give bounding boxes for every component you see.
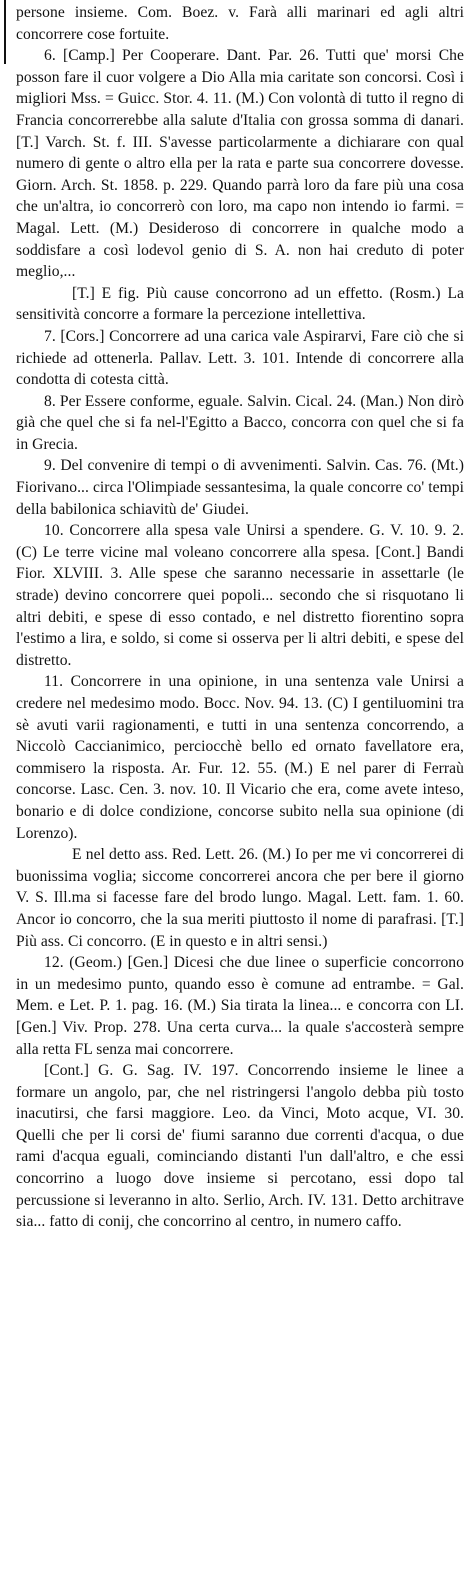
paragraph: 10. Concorrere alla spesa vale Unirsi a spendere. G. V. 10. 9. 2. (C) Le terre vicine mal voleano concorrere alla spesa. [Cont.] Bandi Fior. XLVIII. 3. Alle spese che saranno necessarie in assettarle (le strade) devino concorrere quei popoli... secondo che si risquotano li altri debiti, e spese di esso contado, e nel distretto fiorentino sopra l'estimo a lira, e soldo, si come si osserva per li altri debiti, e spese del distretto. xyxy=(16,522,464,669)
paragraph: 9. Del convenire di tempi o di avvenimenti. Salvin. Cas. 76. (Mt.) Fiorivano... circa l'Olimpiade sessantesima, la quale concorre co' tempi della babilonica schiavitù de' Giudei. xyxy=(16,457,464,518)
paragraph: E nel detto ass. Red. Lett. 26. (M.) Io per me vi concorrerei di buonissima voglia; siccome concorrerei ancora che per bere il giorno V. S. Ill.ma si facesse fare del brodo lungo. Magal. Lett. fam. 1. 60. Ancor io concorro, che la sua meriti piuttosto il nome di parafrasi. [T.] Più ass. Ci concorro. (E in questo e in altri sensi.) xyxy=(16,846,464,950)
paragraph: 8. Per Essere conforme, eguale. Salvin. Cical. 24. (Man.) Non dirò già che quel che si fa nel-l'Egitto a Bacco, concorra con quel che si fa in Grecia. xyxy=(16,392,464,453)
paragraph: [T.] E fig. Più cause concorrono ad un effetto. (Rosm.) La sensitività concorre a formare la percezione intellettiva. xyxy=(16,284,464,324)
paragraph: 7. [Cors.] Concorrere ad una carica vale Aspirarvi, Fare ciò che si richiede ad ottenerla. Pallav. Lett. 3. 101. Intende di concorrere alla condotta di cotesta città. xyxy=(16,327,464,389)
paragraph: 12. (Geom.) [Gen.] Dicesi che due linee o superficie concorrono in un medesimo punto, quando esso è comune ad entrambe. = Gal. Mem. e Let. P. 1. pag. 16. (M.) Sia tirata la linea... e concorra con LI. [Gen.] Viv. Prop. 278. Una certa curva... la quale s'accosterà sempre alla retta FL senza mai concorrere. xyxy=(16,954,464,1058)
paragraph: 6. [Camp.] Per Cooperare. Dant. Par. 26. Tutti que' morsi Che posson fare il cuor volgere a Dio Alla mia caritate son concorsi. Così i migliori Mss. = Guicc. Stor. 4. 11. (M.) Con volontà di tutto il regno di Francia concorrerebbe alla salute d'Italia con grossa somma di danari. [T.] Varch. St. f. III. S'avesse particolarmente a dichiarare con qual numero di gente o altro ella per la rata e parte sua concorrere dovesse. Giorn. Arch. St. 1858. p. 229. Quando parrà loro da fare più una cosa che un'altra, io concorrerò con loro, ma capo non intendo io farmi. = Magal. Lett. (M.) Desideroso di concorrere in qualche modo a soddisfare a così lodevol genio di S. A. non hai creduto di poter meglio,... xyxy=(16,47,464,281)
paragraph: 11. Concorrere in una opinione, in una sentenza vale Unirsi a credere nel medesimo modo. Bocc. Nov. 94. 13. (C) I gentiluomini tra sè avuti varii ragionamenti, e tutti in una sentenza concorrendo, a Niccolò Caccianimico, perciocchè bello ed ornato favellatore era, commisero la risposta. Ar. Fur. 12. 55. (M.) E nel parer di Ferraù concorse. Lasc. Cen. 3. nov. 10. Il Vicario che era, come avete inteso, bonario e di dolce condizione, concorse subito nella sua opinione (di Lorenzo). xyxy=(16,673,464,842)
paragraph: persone insieme. Com. Boez. v. Farà alli marinari ed agli altri concorrere cose fortuite. xyxy=(16,4,464,43)
paragraph: [Cont.] G. G. Sag. IV. 197. Concorrendo insieme le linee a formare un angolo, par, che nel ristringersi l'angolo debba più tosto inacutirsi, che farsi maggiore. Leo. da Vinci, Moto acque, VI. 30. Quelli che per li corsi de' fiumi saranno due correnti d'acqua, o due rami d'acqua eguali, cominciando distanti l'un dall'altro, e che essi concorrino a luogo dove insieme si percotano, essi dopo tal percussione si leveranno in alto. Serlio, Arch. IV. 131. Detto architrave sia... fatto di conij, che concorrino al centro, in numero caffo. xyxy=(16,1062,464,1231)
entry-text xyxy=(16,2,464,1233)
margin-rule xyxy=(4,0,6,64)
